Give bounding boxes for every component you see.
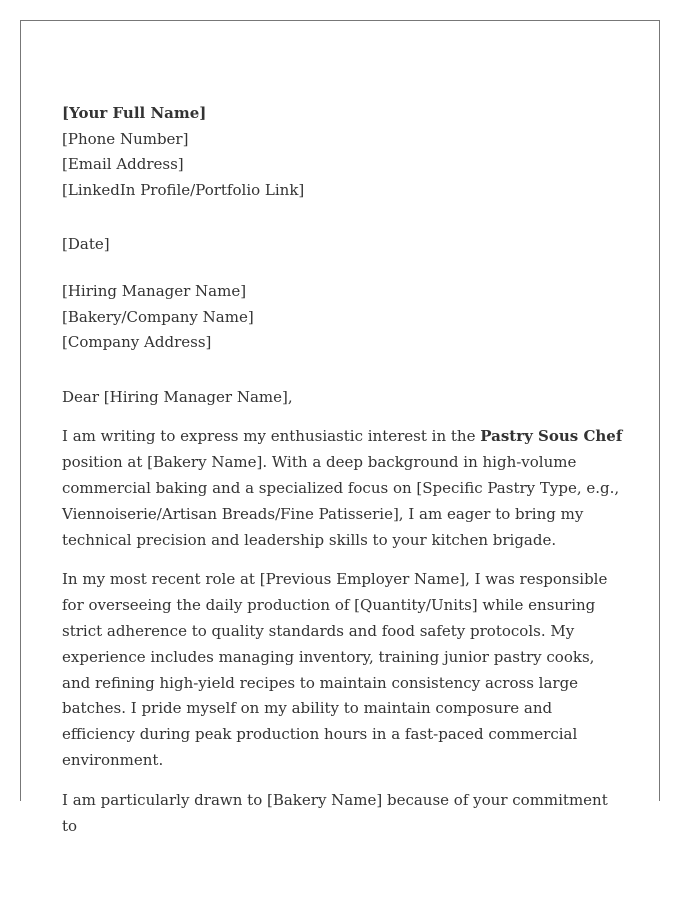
paragraph-2: In my most recent role at [Previous Employer Name], I was responsible for overseeing the daily production of [Quantity/Units] while ensuring strict adherence to quality standards and food safety protocols. My experience includes managing inventory, training junior pastry cooks, and refining high-yield recipes to maintain consistency across large batches. I pride myself on my ability to maintain composure and efficiency during peak production hours in a fast-paced commercial environment. xyxy=(62,570,608,769)
salutation-text: Dear [Hiring Manager Name], xyxy=(62,387,293,406)
salutation xyxy=(62,385,627,411)
recipient-manager: [Hiring Manager Name] xyxy=(62,281,247,300)
sender-block xyxy=(62,101,627,203)
sender-name: [Your Full Name] xyxy=(62,104,207,122)
sender-email: [Email Address] xyxy=(62,155,184,174)
recipient-company: [Bakery/Company Name] xyxy=(62,307,254,326)
letter-date: [Date] xyxy=(62,235,110,254)
paragraph-3: I am particularly drawn to [Bakery Name] because of your commitment to xyxy=(62,790,608,835)
paragraph-1-intro: I am writing to express my enthusiastic interest in the xyxy=(62,427,481,446)
letter-body xyxy=(62,101,627,839)
date-line xyxy=(62,232,627,258)
sender-link: [LinkedIn Profile/Portfolio Link] xyxy=(62,180,305,199)
recipient-block xyxy=(62,279,627,356)
recipient-address: [Company Address] xyxy=(62,333,212,352)
position-title: Pastry Sous Chef xyxy=(480,427,623,446)
paragraph-1 xyxy=(62,424,627,553)
paragraph-1-rest: position at [Bakery Name]. With a deep background in high-volume commercial baking and a specialized focus on [Specific Pastry Type, e.g., Viennoiserie/Artisan Breads/Fine Patisserie], I am eager to bring my technical precision and leadership skills to your kitchen brigade. xyxy=(62,453,620,549)
document-page xyxy=(20,20,660,835)
sender-phone: [Phone Number] xyxy=(62,129,189,148)
